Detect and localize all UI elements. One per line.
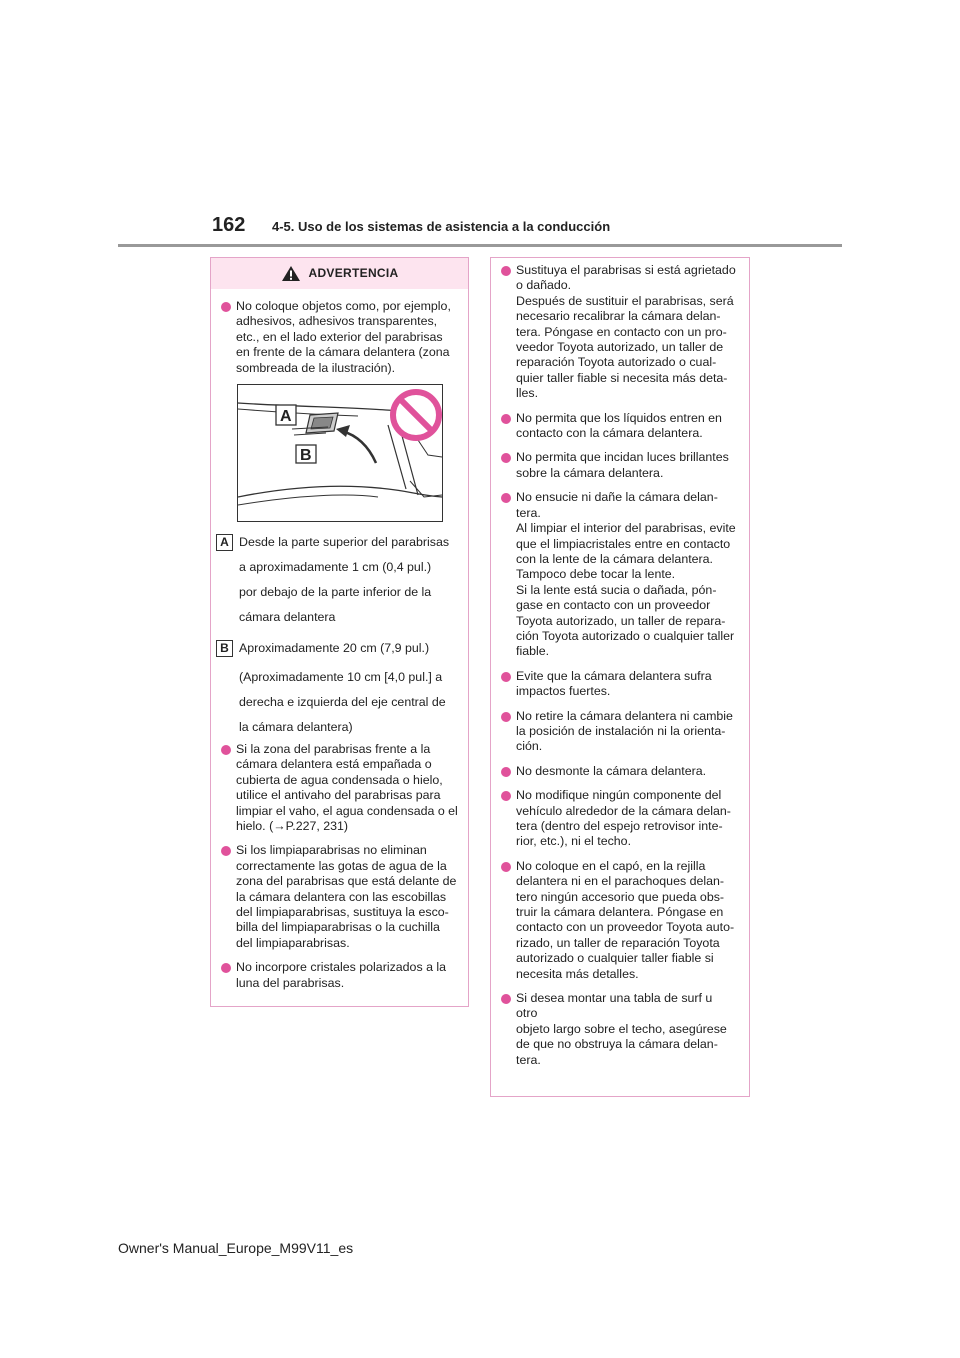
bullet-text: Si la zona del parabrisas frente a la cámara delantera está empañada o cubierta de agua condensada o hielo, utilice el antivaho del parabrisas para limpiar el vaho, el agua condensada o el hielo. (→P.227, 231) bbox=[236, 742, 458, 834]
legend-b-line: Aproximadamente 20 cm (7,9 pul.) bbox=[239, 641, 430, 655]
list-item bbox=[498, 669, 737, 700]
bullet-text: No retire la cámara delantera ni cambie la posición de instalación ni la orienta- ción. bbox=[516, 708, 733, 754]
bullet-icon bbox=[501, 672, 511, 682]
bullet-text: Sustituya el parabrisas si está agrietado o dañado. Después de sustituir el parabrisas, será necesario recalibrar la cámara delan- tera. Póngase en contacto con un pro- veedor Toyota autorizado, un taller de reparación Toyota autorizado o cual- quier taller fiable si necesita más deta- lles. bbox=[516, 263, 736, 401]
list-item bbox=[498, 450, 737, 481]
list-item bbox=[498, 709, 737, 755]
bullet-text: No permita que incidan luces brillantes sobre la cámara delantera. bbox=[516, 450, 729, 480]
bullet-list-right bbox=[491, 258, 749, 1068]
bullet-icon bbox=[501, 414, 511, 424]
warning-box-right bbox=[490, 257, 750, 1097]
bullet-icon bbox=[501, 862, 511, 872]
list-item bbox=[498, 411, 737, 442]
list-item bbox=[498, 764, 737, 779]
page-number: 162 bbox=[212, 214, 246, 236]
list-item bbox=[498, 788, 737, 850]
bullet-list-bottom bbox=[218, 742, 458, 1000]
bullet-icon bbox=[501, 994, 511, 1004]
bullet-icon bbox=[221, 963, 231, 973]
legend-a-line: Desde la parte superior del parabrisas bbox=[239, 535, 450, 549]
bullet-icon bbox=[501, 712, 511, 722]
bullet-list-top bbox=[211, 289, 468, 376]
legend-a-line: a aproximadamente 1 cm (0,4 pul.) bbox=[239, 560, 432, 574]
legend-a-badge: A bbox=[216, 534, 233, 551]
bullet-text: No desmonte la cámara delantera. bbox=[516, 763, 707, 778]
legend-b-badge: B bbox=[216, 640, 233, 657]
legend-b-line: derecha e izquierda del eje central de bbox=[239, 695, 446, 709]
bullet-text: No coloque en el capó, en la rejilla delantera ni en el parachoques delan- tero ningún accesorio que pueda obs- truir la cámara delantera. Póngase en contacto con un proveedor Toyota auto- rizado, un taller de reparación Toyota autorizado o cualquier taller fiable si necesita más detalles. bbox=[516, 858, 735, 981]
bullet-text: No permita que los líquidos entren en contacto con la cámara delantera. bbox=[516, 410, 722, 441]
warning-triangle-icon bbox=[281, 265, 301, 282]
legend-b-line: (Aproximadamente 10 cm [4,0 pul.] a bbox=[239, 670, 443, 684]
bullet-icon bbox=[221, 745, 231, 755]
bullet-text: No incorpore cristales polarizados a la luna del parabrisas. bbox=[236, 960, 447, 990]
warning-title: ADVERTENCIA bbox=[308, 265, 399, 280]
list-item bbox=[498, 991, 737, 1068]
windshield-drawing bbox=[238, 385, 442, 521]
bullet-icon bbox=[221, 846, 231, 856]
bullet-icon bbox=[501, 493, 511, 503]
section-title: 4-5. Uso de los sistemas de asistencia a la conducción bbox=[272, 219, 611, 234]
list-item bbox=[218, 843, 458, 951]
camera-illustration bbox=[237, 384, 443, 522]
bullet-icon bbox=[221, 302, 231, 312]
legend-b-line: la cámara delantera) bbox=[239, 720, 353, 734]
warning-header bbox=[211, 258, 468, 289]
list-item bbox=[498, 263, 737, 402]
bullet-text: Si los limpiaparabrisas no eliminan correctamente las gotas de agua de la zona del parabrisas que está delante de la cámara delantera con las escobillas del limpiaparabrisas, sustituya la esco- billa del limpiaparabrisas o la cuchilla del limpiaparabrisas. bbox=[236, 843, 457, 950]
list-item bbox=[218, 299, 458, 376]
bullet-text: No coloque objetos como, por ejemplo, adhesivos, adhesivos transparentes, etc., en el lado exterior del parabrisas en frente de la cámara delantera (zona sombreada de la ilustración). bbox=[236, 299, 451, 375]
bullet-icon bbox=[501, 266, 511, 276]
footer-text: Owner's Manual_Europe_M99V11_es bbox=[118, 1240, 354, 1256]
bullet-text: No modifique ningún componente del vehículo alrededor de la cámara delan- tera (dentro del espejo retrovisor inte- rior, etc.), ni el techo. bbox=[516, 788, 731, 849]
list-item bbox=[218, 960, 458, 991]
bullet-icon bbox=[501, 767, 511, 777]
bullet-text: Evite que la cámara delantera sufra impactos fuertes. bbox=[516, 668, 712, 699]
header-rule bbox=[118, 244, 842, 247]
legend-a-line: por debajo de la parte inferior de la bbox=[239, 585, 432, 599]
figure-label-b: B bbox=[300, 447, 312, 464]
bullet-icon bbox=[501, 791, 511, 801]
list-item bbox=[498, 490, 737, 659]
prohibited-icon bbox=[393, 392, 439, 438]
bullet-text: Si desea montar una tabla de surf u otro objeto largo sobre el techo, asegúrese de que no obstruya la cámara delan- tera. bbox=[516, 991, 727, 1067]
figure-label-a: A bbox=[280, 408, 292, 425]
legend-a-line: cámara delantera bbox=[239, 610, 336, 624]
list-item bbox=[218, 742, 458, 834]
bullet-icon bbox=[501, 453, 511, 463]
list-item bbox=[498, 859, 737, 982]
warning-box-left bbox=[210, 257, 469, 1007]
bullet-text: No ensucie ni dañe la cámara delan- tera. Al limpiar el interior del parabrisas, evite que el limpiacristales entre en contacto con la lente de la cámara delantera. Tampoco debe tocar la lente. Si la lente está sucia o dañada, pón- gase en contacto con un proveedor Toyota autorizado, un taller de repara- ción Toyota autorizado o cualquier taller fiable. bbox=[516, 490, 736, 659]
